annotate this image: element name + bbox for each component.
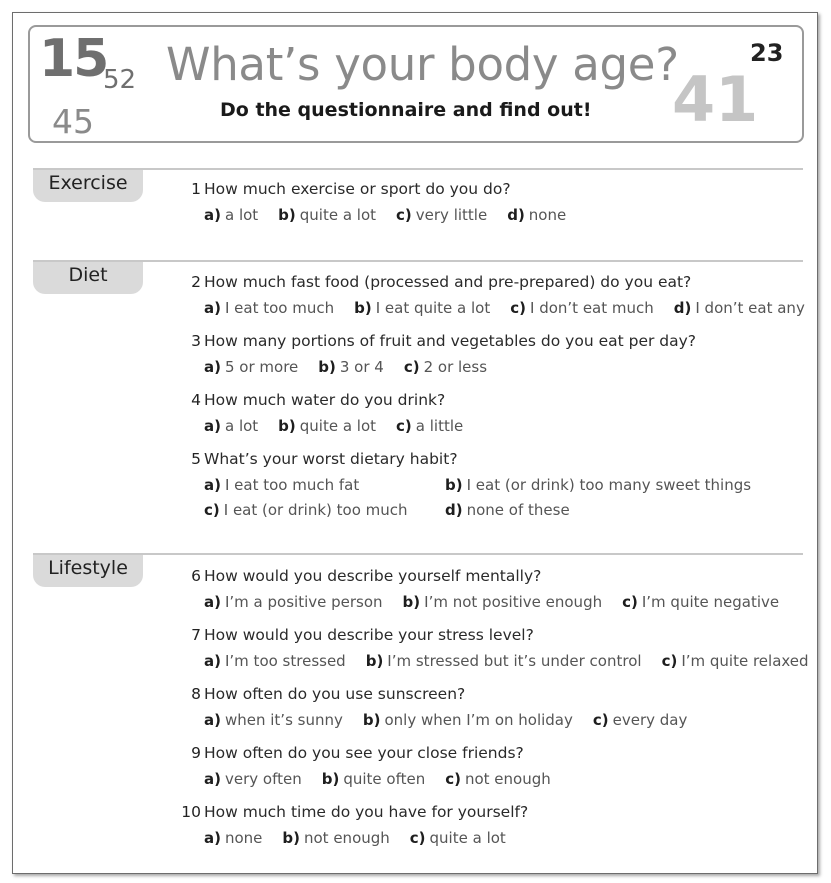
option-letter: b) <box>278 417 296 435</box>
answer-option[interactable] <box>204 206 258 224</box>
option-letter: c) <box>396 206 412 224</box>
option-text: when it’s sunny <box>224 711 343 729</box>
option-text: I eat (or drink) too many sweet things <box>466 476 752 494</box>
question-text: How much fast food (processed and pre-prepared) do you eat? <box>204 273 692 291</box>
option-text: very little <box>415 206 488 224</box>
answer-option[interactable] <box>354 299 490 317</box>
worksheet-page <box>12 12 818 874</box>
option-letter: a) <box>204 299 221 317</box>
option-letter: b) <box>365 652 384 670</box>
option-text: very often <box>224 770 302 788</box>
question <box>163 626 534 644</box>
answer-option[interactable] <box>403 593 603 611</box>
option-text: I’m quite relaxed <box>681 652 809 670</box>
question-text: How much exercise or sport do you do? <box>204 180 511 198</box>
option-letter: c) <box>409 829 426 847</box>
option-text: I eat too much <box>224 299 335 317</box>
option-text: not enough <box>304 829 390 847</box>
question <box>163 685 465 703</box>
option-letter: c) <box>661 652 678 670</box>
option-letter: b) <box>278 206 296 224</box>
answer-option[interactable] <box>278 417 376 435</box>
answer-options <box>204 770 571 788</box>
option-letter: a) <box>204 206 221 224</box>
answer-option[interactable] <box>507 206 566 224</box>
option-text: none <box>224 829 263 847</box>
option-text: I eat quite a lot <box>375 299 491 317</box>
option-text: not enough <box>464 770 551 788</box>
question <box>163 180 511 198</box>
option-letter: b) <box>321 770 340 788</box>
answer-option[interactable] <box>204 476 359 494</box>
answer-option[interactable] <box>445 501 570 519</box>
title-banner <box>28 25 804 143</box>
answer-options <box>204 593 799 611</box>
answer-option[interactable] <box>204 711 343 729</box>
section-tab-lifestyle: Lifestyle <box>33 555 143 587</box>
answer-option[interactable] <box>204 501 408 519</box>
option-letter: c) <box>204 501 220 519</box>
question-text: How much water do you drink? <box>204 391 446 409</box>
option-letter: a) <box>204 711 221 729</box>
answer-option[interactable] <box>204 593 383 611</box>
option-letter: d) <box>445 501 463 519</box>
question <box>163 391 445 409</box>
decor-number: 15 <box>39 29 108 89</box>
answer-option[interactable] <box>366 652 642 670</box>
question-number: 2 <box>191 273 201 291</box>
decor-number: 45 <box>52 102 94 141</box>
option-text: I eat too much fat <box>224 476 360 494</box>
page-subtitle: Do the questionnaire and find out! <box>220 99 592 121</box>
option-letter: d) <box>673 299 692 317</box>
option-text: 3 or 4 <box>339 358 384 376</box>
question-text: What’s your worst dietary habit? <box>204 450 458 468</box>
option-text: I’m not positive enough <box>424 593 603 611</box>
option-text: quite often <box>343 770 426 788</box>
option-letter: b) <box>402 593 421 611</box>
answer-option[interactable] <box>510 299 654 317</box>
question-text: How often do you use sunscreen? <box>204 685 466 703</box>
option-text: I’m quite negative <box>641 593 780 611</box>
section-divider <box>33 168 803 170</box>
decor-number: 41 <box>672 63 759 136</box>
question-text: How often do you see your close friends? <box>204 744 524 762</box>
option-letter: a) <box>204 770 221 788</box>
question-number: 1 <box>191 180 201 198</box>
page-title: What’s your body age? <box>166 38 679 91</box>
option-text: I don’t eat any <box>695 299 805 317</box>
decor-number: 23 <box>750 39 784 67</box>
option-text: every day <box>612 711 688 729</box>
option-text: 5 or more <box>224 358 299 376</box>
answer-options <box>204 829 526 847</box>
question <box>163 450 458 468</box>
option-text: I’m stressed but it’s under control <box>387 652 642 670</box>
question <box>163 744 524 762</box>
answer-option[interactable] <box>593 711 688 729</box>
option-letter: a) <box>204 358 221 376</box>
question <box>163 332 696 350</box>
answer-option[interactable] <box>396 206 487 224</box>
option-letter: b) <box>362 711 381 729</box>
answer-options <box>204 652 829 670</box>
answer-option[interactable] <box>204 417 258 435</box>
section-divider <box>33 260 803 262</box>
option-text: I don’t eat much <box>530 299 654 317</box>
answer-option[interactable] <box>363 711 573 729</box>
option-letter: b) <box>445 476 463 494</box>
answer-option[interactable] <box>396 417 463 435</box>
answer-options <box>204 299 825 317</box>
option-text: a lot <box>224 417 259 435</box>
answer-option[interactable] <box>204 299 334 317</box>
question <box>163 567 541 585</box>
option-letter: c) <box>622 593 638 611</box>
answer-option[interactable] <box>662 652 809 670</box>
question-text: How many portions of fruit and vegetables do you eat per day? <box>204 332 697 350</box>
option-text: none of these <box>466 501 570 519</box>
option-letter: a) <box>204 476 221 494</box>
answer-options <box>204 206 586 224</box>
option-letter: b) <box>354 299 372 317</box>
option-text: none <box>528 206 567 224</box>
option-text: quite a lot <box>299 417 377 435</box>
option-letter: a) <box>204 593 221 611</box>
answer-option[interactable] <box>278 206 376 224</box>
answer-option[interactable] <box>622 593 779 611</box>
option-text: quite a lot <box>299 206 377 224</box>
option-letter: b) <box>282 829 300 847</box>
option-letter: c) <box>396 417 412 435</box>
option-letter: a) <box>204 417 221 435</box>
question-text: How would you describe your stress level? <box>204 626 534 644</box>
answer-option[interactable] <box>322 770 425 788</box>
question-text: How would you describe yourself mentally? <box>204 567 542 585</box>
question-number: 7 <box>191 626 201 644</box>
answer-option[interactable] <box>404 358 487 376</box>
question <box>163 803 528 821</box>
question-number: 6 <box>191 567 201 585</box>
answer-option[interactable] <box>318 358 384 376</box>
option-text: a lot <box>224 206 259 224</box>
section-divider <box>33 553 803 555</box>
answer-option[interactable] <box>204 770 302 788</box>
option-text: I’m too stressed <box>224 652 346 670</box>
option-letter: c) <box>445 770 461 788</box>
answer-option[interactable] <box>674 299 805 317</box>
answer-options <box>204 417 483 435</box>
answer-option[interactable] <box>204 652 346 670</box>
option-letter: a) <box>204 652 221 670</box>
question-number: 3 <box>191 332 201 350</box>
question-number: 5 <box>191 450 201 468</box>
section-tab-diet: Diet <box>33 262 143 294</box>
option-letter: c) <box>403 358 420 376</box>
answer-option[interactable] <box>204 829 262 847</box>
question-number: 9 <box>191 744 201 762</box>
answer-options <box>204 358 507 376</box>
option-letter: a) <box>204 829 221 847</box>
decor-number: 52 <box>103 65 137 95</box>
answer-option[interactable] <box>445 476 751 494</box>
answer-options <box>204 711 707 729</box>
answer-option[interactable] <box>282 829 389 847</box>
question-number: 8 <box>191 685 201 703</box>
option-text: a little <box>415 417 464 435</box>
option-text: I eat (or drink) too much <box>223 501 408 519</box>
option-letter: b) <box>318 358 336 376</box>
question-number: 4 <box>191 391 201 409</box>
question-number: 10 <box>181 803 201 821</box>
option-letter: c) <box>510 299 526 317</box>
answer-option[interactable] <box>410 829 506 847</box>
option-text: only when I’m on holiday <box>384 711 573 729</box>
section-tab-exercise: Exercise <box>33 170 143 202</box>
option-text: quite a lot <box>429 829 506 847</box>
option-letter: c) <box>592 711 609 729</box>
answer-option[interactable] <box>445 770 551 788</box>
option-text: I’m a positive person <box>224 593 383 611</box>
option-text: 2 or less <box>423 358 488 376</box>
answer-option[interactable] <box>204 358 298 376</box>
question-text: How much time do you have for yourself? <box>204 803 529 821</box>
option-letter: d) <box>507 206 525 224</box>
question <box>163 273 691 291</box>
